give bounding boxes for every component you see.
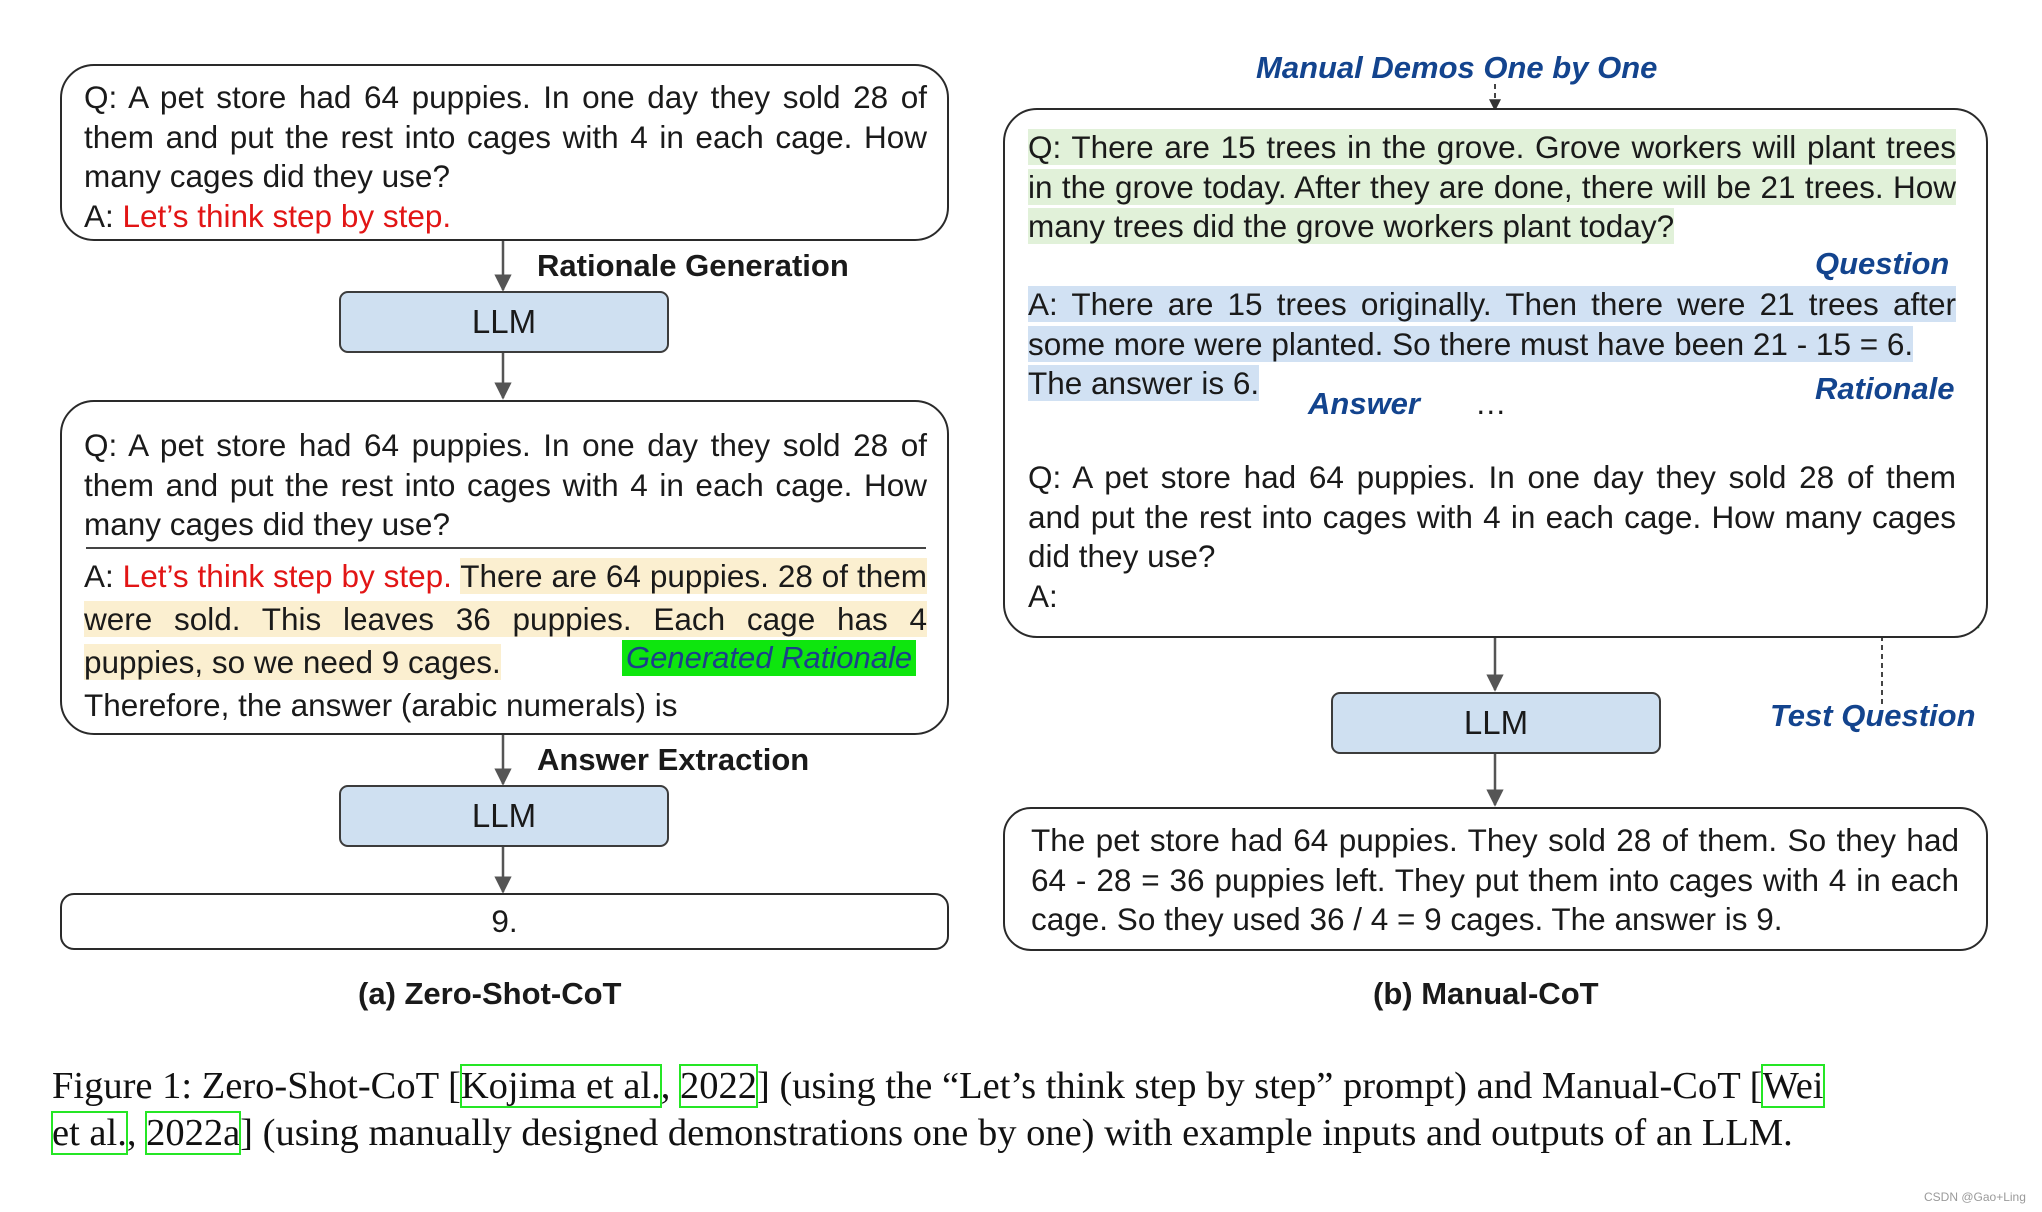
final-answer-box	[60, 893, 949, 950]
cot-trigger-text: Let’s think step by step.	[122, 197, 452, 234]
manual-demos-label: Manual Demos One by One	[1256, 50, 1658, 85]
answer-extraction-trigger: Therefore, the answer (arabic numerals) is	[84, 687, 678, 723]
llm-label: LLM	[471, 797, 537, 834]
input-question: Q: A pet store had 64 puppies. In one day they sold 28 of them and put the rest into cages with 4 in each cage. How many cages did they use?	[84, 79, 927, 194]
demo-rationale-text: A: There are 15 trees originally. Then there were 21 trees after some more were planted. So there must have been 21 - 15 = 6.	[1028, 286, 1956, 362]
caption-text: ] (using the “Let’s think step by step” prompt) and Manual-CoT [	[757, 1065, 1763, 1107]
generated-rationale-text: There are 64 puppies. 28 of them were sold. This leaves 36 puppies. Each cage has 4 puppies, so we need 9 cages.	[84, 558, 927, 680]
generated-rationale-label: Generated Rationale	[622, 640, 916, 676]
demo-question	[1028, 128, 1956, 247]
figure-caption-line-1	[52, 1063, 1824, 1109]
subtitle-manual-cot: (b) Manual-CoT	[1373, 976, 1599, 1011]
middle-question: Q: A pet store had 64 puppies. In one day they sold 28 of them and put the rest into cages with 4 in each cage. How many cages did they use?	[84, 427, 927, 542]
test-answer-prefix: A:	[1028, 577, 1058, 614]
llm-label: LLM	[1463, 704, 1529, 741]
llm-box-right	[1331, 692, 1661, 754]
rationale-label: Rationale	[1815, 371, 1955, 406]
answer-prefix: A:	[84, 558, 123, 594]
demo-ellipsis: …	[1475, 385, 1507, 421]
question-answer-divider	[86, 547, 926, 549]
llm-box-2	[339, 785, 669, 847]
citation-wei-et-al[interactable]: et al.	[52, 1112, 127, 1154]
answer-prefix: A:	[84, 197, 123, 234]
watermark: CSDN @Gao+Ling	[1924, 1190, 2026, 1204]
subtitle-zero-shot-cot: (a) Zero-Shot-CoT	[358, 976, 622, 1011]
stage-rationale-generation: Rationale Generation	[537, 248, 849, 283]
stage-answer-extraction: Answer Extraction	[537, 742, 810, 777]
caption-text: ,	[126, 1112, 147, 1154]
cot-trigger-text: Let’s think step by step.	[122, 558, 452, 594]
manual-cot-output: The pet store had 64 puppies. They sold 28 of them. So they had 64 - 28 = 36 puppies left. They put them into cages with 4 in each cage. So they used 36 / 4 = 9 cages. The answer is 9.	[1031, 822, 1959, 937]
manual-cot-output-box	[1003, 807, 1988, 951]
test-question	[1028, 458, 1956, 616]
llm-label: LLM	[471, 303, 537, 340]
test-question-text: Q: A pet store had 64 puppies. In one day they sold 28 of them and put the rest into cages with 4 in each cage. How many cages did they use?	[1028, 459, 1956, 574]
input-prompt-box	[60, 64, 949, 241]
test-question-label: Test Question	[1770, 698, 1976, 733]
demo-answer-text: The answer is 6.	[1028, 365, 1260, 401]
caption-text: Figure 1: Zero-Shot-CoT [	[52, 1065, 461, 1107]
question-label: Question	[1815, 246, 1950, 281]
citation-kojima[interactable]: Kojima et al.	[460, 1065, 661, 1107]
final-answer: 9.	[491, 902, 518, 939]
citation-2022a[interactable]: 2022a	[146, 1112, 241, 1154]
caption-text: ,	[660, 1065, 681, 1107]
citation-wei[interactable]: Wei	[1762, 1065, 1824, 1107]
llm-box-1	[339, 291, 669, 353]
figure-caption-line-2	[52, 1110, 1793, 1156]
citation-2022[interactable]: 2022	[680, 1065, 758, 1107]
caption-text: ] (using manually designed demonstrations one by one) with example inputs and outputs of an LLM.	[240, 1112, 1793, 1154]
answer-label: Answer	[1308, 386, 1420, 421]
demo-question-text: Q: There are 15 trees in the grove. Grove workers will plant trees in the grove today. After they are done, there will be 21 trees. How many trees did the grove workers plant today?	[1028, 129, 1956, 244]
rationale-box	[60, 400, 949, 735]
